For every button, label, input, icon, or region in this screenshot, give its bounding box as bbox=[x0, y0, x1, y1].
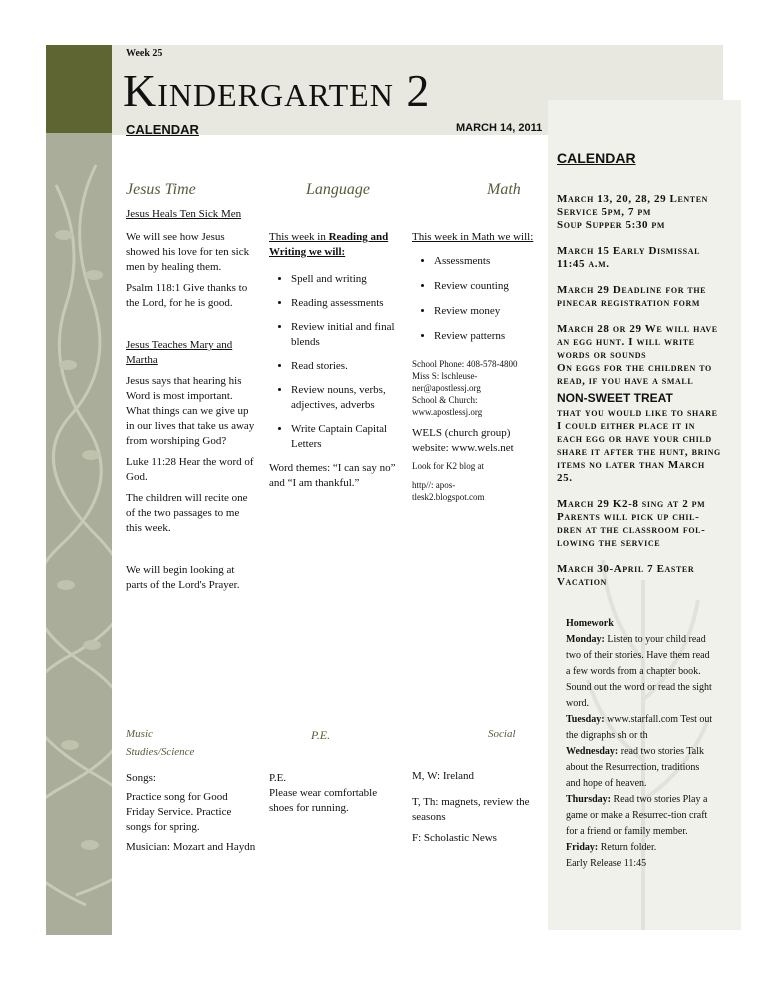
music-column bbox=[126, 771, 256, 855]
list-item: • Review patterns bbox=[434, 329, 542, 344]
week-label: Week 25 bbox=[126, 48, 163, 59]
calendar-heading: CALENDAR bbox=[557, 150, 636, 166]
math-column bbox=[412, 230, 542, 503]
musician-text: Musician: Mozart and Haydn bbox=[126, 841, 256, 853]
early-release: Early Release 11:45 bbox=[566, 858, 647, 869]
header-date: MARCH 14, 2011 bbox=[456, 122, 543, 134]
calendar-event-highlight: NON-SWEET TREAT bbox=[557, 391, 673, 405]
songs-label: Songs: bbox=[126, 772, 156, 784]
calendar-event: that you would like to share I could either place it in each egg or have your child share it after the hunt, bring items no later than March 25. bbox=[557, 407, 721, 484]
studies-heading: Studies/Science bbox=[126, 746, 195, 758]
pe-label: P.E. bbox=[269, 772, 287, 784]
language-intro bbox=[269, 230, 399, 260]
list-item: • Read stories. bbox=[291, 359, 399, 374]
math-list bbox=[412, 254, 542, 344]
calendar-event: March 30-April 7 Easter Vacation bbox=[557, 563, 695, 588]
jesus-time-column bbox=[126, 207, 256, 593]
homework-text: read two stories Talk about the Resurrection, traditions and hope of heaven. bbox=[566, 746, 704, 789]
list-item: • Spell and writing bbox=[291, 272, 399, 287]
social-item: F: Scholastic News bbox=[412, 832, 497, 844]
language-column bbox=[269, 230, 399, 491]
recite-text: The children will recite one of the two passages to me this week. bbox=[126, 492, 248, 534]
page-title: Kindergarten 2 bbox=[123, 65, 431, 116]
calendar-event: March 29 Deadline for the pinecar registration form bbox=[557, 284, 707, 309]
homework-thursday bbox=[566, 792, 716, 840]
list-item: • Review counting bbox=[434, 279, 542, 294]
homework-section bbox=[566, 616, 716, 872]
homework-monday bbox=[566, 632, 716, 712]
blog-label: Look for K2 blog at bbox=[412, 461, 484, 471]
calendar-event: March 28 or 29 We will have an egg hunt. I will write words or sounds On eggs for the children to read, if you have a small bbox=[557, 323, 718, 387]
homework-day-label: Tuesday: bbox=[566, 714, 605, 725]
language-intro-prefix: This week in bbox=[269, 231, 329, 243]
social-heading: Social bbox=[488, 728, 516, 740]
story2-text: Jesus says that hearing his Word is most important. What things can we give up in our lives that take us away from worshiping God? bbox=[126, 375, 255, 447]
blog-link[interactable]: http//: apos-tlesk2.blogspot.com bbox=[412, 480, 485, 502]
pe-text: Please wear comfortable shoes for running. bbox=[269, 787, 378, 814]
list-item: • Review initial and final blends bbox=[291, 320, 399, 350]
story1-verse: Psalm 118:1 Give thanks to the Lord, for he is good. bbox=[126, 282, 248, 309]
list-item: • Review nouns, verbs, adjectives, adverbs bbox=[291, 383, 399, 413]
school-contact: School Phone: 408-578-4800 Miss S: lschleuse-ner@apostlessj.org School & Church: www.apostlessj.org bbox=[412, 359, 518, 417]
calendar-events bbox=[557, 193, 722, 589]
language-intro-bold: Reading and Writing we will: bbox=[269, 231, 389, 258]
social-item: T, Th: magnets, review the seasons bbox=[412, 796, 530, 823]
homework-text: Listen to your child read two of their stories. Have them read a few words from a chapter book. Sound out the word or read the sight word. bbox=[566, 634, 712, 709]
side-band-header bbox=[46, 45, 112, 133]
social-item: M, W: Ireland bbox=[412, 770, 475, 782]
homework-wednesday bbox=[566, 744, 716, 792]
homework-friday bbox=[566, 840, 716, 856]
homework-day-label: Thursday: bbox=[566, 794, 612, 805]
homework-text: www.starfall.com Test out the digraphs sh or th bbox=[566, 714, 713, 741]
math-intro: This week in Math we will: bbox=[412, 231, 534, 243]
social-column bbox=[412, 769, 547, 846]
math-heading: Math bbox=[487, 181, 521, 198]
list-item: • Reading assessments bbox=[291, 296, 399, 311]
homework-day-label: Monday: bbox=[566, 634, 605, 645]
list-item: • Review money bbox=[434, 304, 542, 319]
homework-tuesday bbox=[566, 712, 716, 744]
language-heading: Language bbox=[306, 181, 370, 198]
homework-day-label: Friday: bbox=[566, 842, 599, 853]
pe-heading: P.E. bbox=[311, 728, 331, 742]
calendar-event: March 15 Early Dismissal 11:45 a.m. bbox=[557, 245, 701, 270]
story2-verse: Luke 11:28 Hear the word of God. bbox=[126, 456, 254, 483]
calendar-event: March 13, 20, 28, 29 Lenten Service 5pm, 7 pm Soup Supper 5:30 pm bbox=[557, 193, 709, 231]
word-themes: Word themes: “I can say no” and “I am thankful.” bbox=[269, 462, 396, 489]
homework-day-label: Wednesday: bbox=[566, 746, 619, 757]
calendar-event: March 29 K2-8 sing at 2 pm Parents will pick up chil-dren at the classroom fol-lowing the service bbox=[557, 498, 706, 549]
list-item: • Write Captain Capital Letters bbox=[291, 422, 399, 452]
leaf-pattern-icon bbox=[46, 45, 112, 935]
story1-text: We will see how Jesus showed his love for ten sick men by healing them. bbox=[126, 231, 250, 273]
wels-link[interactable]: WELS (church group) website: www.wels.net bbox=[412, 427, 514, 454]
story2-title: Jesus Teaches Mary and Martha bbox=[126, 339, 233, 366]
jesus-time-heading: Jesus Time bbox=[126, 181, 196, 198]
homework-heading: Homework bbox=[566, 618, 614, 629]
songs-text: Practice song for Good Friday Service. Practice songs for spring. bbox=[126, 791, 232, 833]
homework-text: Read two stories Play a game or make a Resurrec-tion craft for a friend or family member. bbox=[566, 794, 708, 837]
list-item: • Assessments bbox=[434, 254, 542, 269]
prayer-text: We will begin looking at parts of the Lord's Prayer. bbox=[126, 564, 240, 591]
pe-column bbox=[269, 771, 399, 816]
language-list bbox=[269, 272, 399, 452]
music-heading: Music bbox=[126, 728, 153, 740]
decorative-side-band bbox=[46, 45, 112, 935]
header-subtitle: CALENDAR bbox=[126, 122, 199, 137]
story1-title: Jesus Heals Ten Sick Men bbox=[126, 208, 242, 220]
homework-text: Return folder. bbox=[598, 842, 657, 853]
